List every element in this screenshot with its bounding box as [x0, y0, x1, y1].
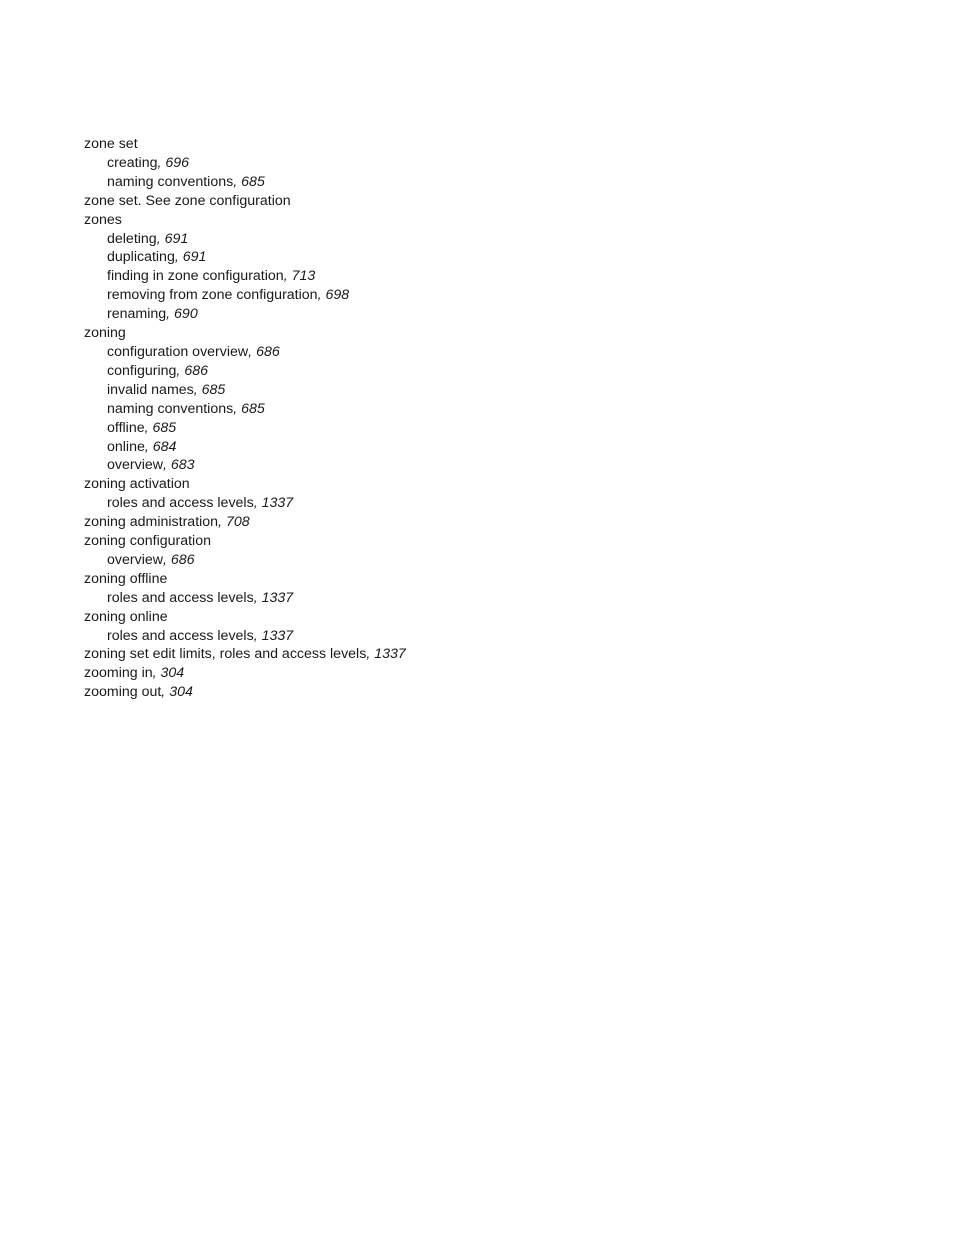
index-subentry: naming conventions, 685: [107, 400, 265, 417]
index-subentry: overview, 686: [107, 551, 195, 568]
index-term: roles and access levels: [107, 589, 254, 606]
index-term: naming conventions: [107, 173, 234, 190]
index-term: finding in zone configuration: [107, 268, 284, 285]
index-entry: zooming out, 304: [84, 684, 193, 701]
index-term: removing from zone configuration: [107, 287, 318, 304]
page-number: 690: [174, 306, 198, 323]
page-number: 686: [256, 343, 280, 360]
index-term: zoning offline: [84, 570, 168, 587]
page-number: 685: [241, 400, 265, 417]
index-subentry: removing from zone configuration, 698: [107, 287, 350, 304]
index-term: zoning activation: [84, 476, 190, 493]
page-number: 685: [241, 173, 265, 190]
index-subentry: online, 684: [107, 438, 177, 455]
index-term: zooming in: [84, 665, 153, 682]
index-term: creating: [107, 154, 158, 171]
index-term: zoning set edit limits, roles and access levels: [84, 646, 367, 663]
index-subentry: offline, 685: [107, 419, 177, 436]
index-entry: [84, 324, 406, 343]
index-entry: [84, 532, 406, 551]
index-term: zone set: [84, 136, 138, 152]
index-term: deleting: [107, 230, 157, 247]
index-entry: zoning administration, 708: [84, 514, 250, 531]
index-entry: [84, 608, 406, 627]
index-term: configuration overview: [107, 343, 249, 360]
page-number: 696: [165, 154, 190, 171]
index-entry: zooming in, 304: [84, 665, 185, 682]
index-subentry: configuration overview, 686: [107, 343, 280, 360]
page-number: 685: [201, 381, 226, 398]
index-term: online: [107, 438, 145, 455]
index-term: roles and access levels: [107, 495, 254, 512]
index-entry: [84, 570, 406, 589]
index-term: zone set. See zone configuration: [84, 192, 291, 209]
index-term: offline: [107, 419, 145, 436]
index-subentry: roles and access levels, 1337: [107, 589, 294, 606]
index-subentry: overview, 683: [107, 457, 195, 474]
index-term: zoning online: [84, 608, 168, 625]
index-subentry: naming conventions, 685: [107, 173, 265, 190]
page-number: 686: [170, 551, 195, 568]
index-subentry: finding in zone configuration, 713: [107, 268, 316, 285]
index-subentry: roles and access levels, 1337: [107, 495, 294, 512]
index-term: renaming: [107, 306, 167, 323]
page-number: 691: [182, 249, 207, 266]
page-number: 691: [164, 230, 189, 247]
page-number: 304: [169, 684, 193, 701]
index-term: zooming out: [84, 684, 162, 701]
page-number: 684: [152, 438, 177, 455]
page-number: 1337: [261, 495, 294, 512]
index-entry: zoning set edit limits, roles and access levels, 1337: [84, 646, 406, 663]
page-number: 1337: [374, 646, 406, 663]
index-term: zoning configuration: [84, 533, 211, 550]
index-term: overview: [107, 551, 163, 568]
index-subentry: roles and access levels, 1337: [107, 627, 294, 644]
page-number: 1337: [261, 627, 294, 644]
index-subentry: renaming, 690: [107, 306, 198, 323]
page-number: 708: [225, 514, 250, 531]
index-term: configuring: [107, 362, 177, 379]
page-number: 686: [184, 362, 208, 379]
index-term: naming conventions: [107, 400, 234, 417]
index-entry: [84, 192, 406, 211]
index-subentry: duplicating, 691: [107, 249, 207, 266]
page-number: 685: [152, 419, 177, 436]
index-entry: [84, 475, 406, 494]
index-entry: [84, 211, 406, 230]
index-term: zoning: [84, 325, 126, 342]
index-term: duplicating: [107, 249, 175, 266]
page-number: 713: [291, 268, 316, 285]
index-term: zoning administration: [84, 514, 219, 531]
index-term: zones: [84, 211, 122, 228]
index-term: invalid names: [107, 381, 194, 398]
index-subentry: invalid names, 685: [107, 381, 226, 398]
index-subentry: configuring, 686: [107, 362, 208, 379]
page-number: 698: [325, 287, 350, 304]
page-number: 304: [160, 665, 185, 682]
index-term: roles and access levels: [107, 627, 254, 644]
index-list: [84, 135, 406, 702]
page-number: 1337: [261, 589, 294, 606]
index-subentry: creating, 696: [107, 154, 190, 171]
index-entry: [84, 135, 406, 154]
index-subentry: deleting, 691: [107, 230, 189, 247]
index-term: overview: [107, 457, 163, 474]
page-number: 683: [170, 457, 195, 474]
